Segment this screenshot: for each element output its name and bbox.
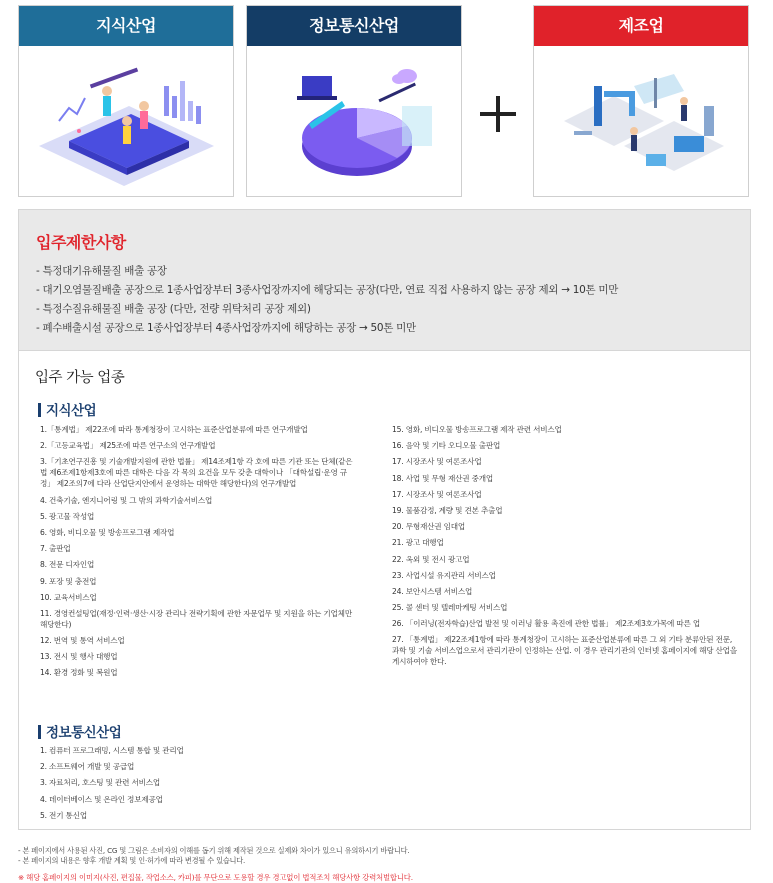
category-card-knowledge <box>18 5 234 197</box>
list-item: 22. 옥외 및 전시 광고업 <box>392 554 470 564</box>
list-item: 24. 보안시스템 서비스업 <box>392 586 473 596</box>
list-item: 5. 광고물 작성업 <box>40 511 95 521</box>
list-item: 8. 전문 디자인업 <box>40 560 95 570</box>
list-item: 2. 소프트웨어 개발 및 공급업 <box>40 762 135 772</box>
list-item: 3.「기초연구진흥 및 기술개발지원에 관한 법률」 제14조제1항 각 호에 따른 기관 또는 단체(같은 법 제6조제1항제3호에 따른 대학은 다음 각 목의 요건을 모두 갖춘 대학이나 「대학설립·운영 규정」 제2조의7에 다라 산업단지안에서 운영하는 대학만 해당한다)의 연구개발업 <box>40 457 353 489</box>
list-item: 25. 콜 센터 및 텔레마케팅 서비스업 <box>392 603 508 613</box>
list-item: 3. 자료처리, 호스팅 및 관련 서비스업 <box>40 778 161 788</box>
knowledge-list-left <box>40 424 355 684</box>
list-item: 5. 전기 통신업 <box>40 810 87 820</box>
list-item: 4. 건축기술, 엔지니어링 및 그 밖의 과학기술서비스업 <box>40 495 213 505</box>
list-item: 12. 번역 및 통역 서비스업 <box>40 636 125 646</box>
list-item: 11. 경영컨설팅업(재정·인력·생산·시장 관리나 전략기획에 관한 자문업무 및 지원을 하는 기업체만 해당한다) <box>40 608 352 629</box>
section-title-text: 정보통신산업 <box>46 725 122 741</box>
note-line: - 본 페이지에서 사용된 사진, CG 및 그림은 소비자의 이해를 돕기 위해 제작된 것으로 실제와 차이가 있으니 유의하시기 바랍니다. <box>18 846 410 855</box>
available-industries-panel <box>18 351 751 830</box>
list-item: 4. 데이터베이스 및 온라인 정보제공업 <box>40 794 163 804</box>
section-bar <box>38 403 41 417</box>
disclaimer-notes <box>18 846 409 866</box>
section-bar <box>38 725 41 739</box>
list-item: 14. 환경 정화 및 복원업 <box>40 668 118 678</box>
category-card-manufacturing <box>533 5 749 197</box>
category-card-ict <box>246 5 462 197</box>
restriction-item: - 폐수배출시설 공장으로 1종사업장부터 4종사업장까지에 해당하는 공장 → 50톤 미만 <box>36 322 416 334</box>
card-header: 지식산업 <box>19 6 233 46</box>
list-item: 2.「고등교육법」 제25조에 따른 연구소의 연구개발업 <box>40 441 216 451</box>
note-line: - 본 페이지의 내용은 향후 개발 계획 및 인·허가에 따라 변경될 수 있습니다. <box>18 856 246 865</box>
knowledge-list-right <box>392 424 737 673</box>
ict-section-title <box>38 721 121 741</box>
restrictions-title: 입주제한사항 <box>36 233 126 252</box>
restriction-item: - 대기오염물질배출 공장으로 1종사업장부터 3종사업장까지에 해당되는 공장(다만, 연료 직접 사용하지 않는 공장 제외 → 10톤 미만 <box>36 284 619 296</box>
list-item: 21. 광고 대행업 <box>392 538 444 548</box>
ict-illustration <box>247 46 461 196</box>
list-item: 17. 시장조사 및 여론조사업 <box>392 489 482 499</box>
list-item: 20. 무형재산권 임대업 <box>392 522 465 532</box>
section-title-text: 지식산업 <box>46 403 97 419</box>
list-item: 1. 컴퓨터 프로그래밍, 시스템 통합 및 관리업 <box>40 746 184 755</box>
restriction-item: - 특정대기유해물질 배출 공장 <box>36 265 167 277</box>
list-item: 15. 영화, 비디오물 방송프로그램 제작 관련 서비스업 <box>392 425 562 434</box>
list-item: 1.「통계법」 제22조에 따라 통계청장이 고시하는 표준산업분류에 따른 연구개발업 <box>40 425 308 434</box>
plus-icon <box>476 92 520 136</box>
list-item: 10. 교육서비스업 <box>40 592 97 602</box>
list-item: 18. 사업 및 무형 재산권 중개업 <box>392 473 494 483</box>
knowledge-illustration <box>19 46 233 196</box>
list-item: 7. 출판업 <box>40 544 71 554</box>
list-item: 6. 영화, 비디오물 및 방송프로그램 제작업 <box>40 527 175 537</box>
knowledge-section-title <box>38 399 96 419</box>
list-item: 16. 음악 및 기타 오디오물 출판업 <box>392 441 501 451</box>
copyright-warning: ※ 해당 홈페이지의 이미지(사진, 편집물, 작업소스, 카피)를 무단으로 도용할 경우 경고없이 법적조치 해당사항 강력처벌합니다. <box>18 873 413 882</box>
restrictions-panel <box>18 209 751 351</box>
list-item: 9. 포장 및 충전업 <box>40 576 97 586</box>
list-item: 17. 시장조사 및 여론조사업 <box>392 457 482 467</box>
restriction-item: - 특정수질유해물질 배출 공장 (다만, 전량 위탁처리 공장 제외) <box>36 303 311 315</box>
list-item: 13. 전시 및 행사 대행업 <box>40 652 118 662</box>
card-header: 정보통신산업 <box>247 6 461 46</box>
list-item: 19. 물품감정, 계량 및 견본 추출업 <box>392 505 503 515</box>
list-item: 23. 사업시설 유지관리 서비스업 <box>392 570 496 580</box>
card-header: 제조업 <box>534 6 748 46</box>
restrictions-list <box>36 262 618 338</box>
available-title: 입주 가능 업종 <box>35 370 125 386</box>
list-item: 26. 「이러닝(전자학습)산업 발전 및 이러닝 활용 촉진에 관한 법률」 제2조제3호가목에 따른 업 <box>392 619 701 629</box>
list-item: 27. 「통계법」 제22조제1항에 따라 통계청장이 고시하는 표준산업분류에 따른 그 외 기타 분류안된 전문, 과학 및 기술 서비스업으로서 관리기관이 인정하는 산업. 이 경우 관리기관의 인터넷 홈페이지에 해당 산업을 게시하여야 한다. <box>392 635 737 667</box>
manufacturing-illustration <box>534 46 748 196</box>
ict-list <box>40 745 355 826</box>
